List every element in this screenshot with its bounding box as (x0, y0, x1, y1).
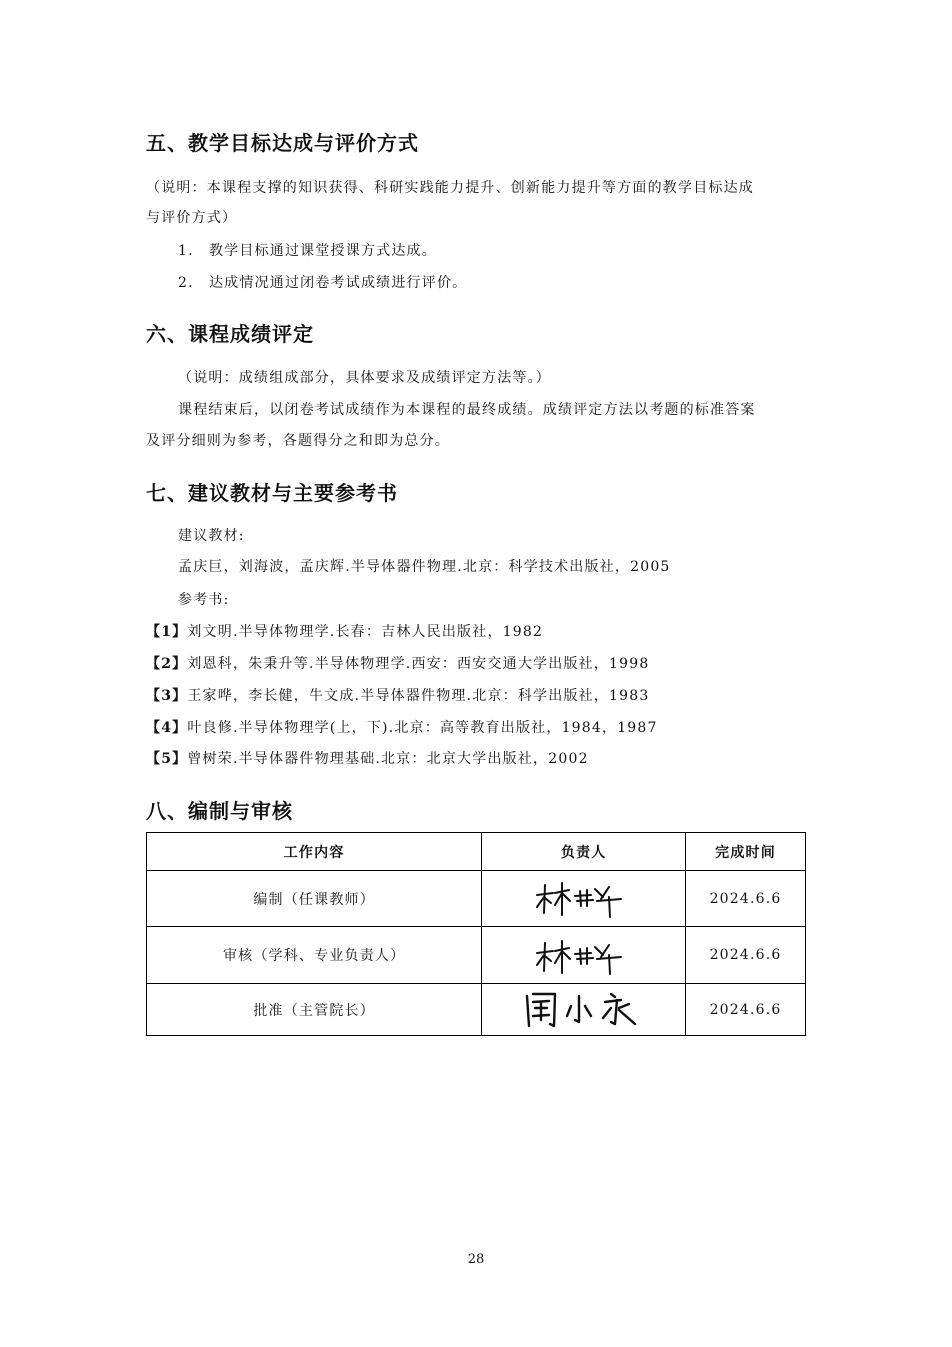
reference-item (146, 748, 589, 768)
table-row (147, 871, 806, 927)
table-header-row (147, 833, 806, 871)
reference-text: 刘恩科，朱秉升等.半导体物理学.西安：西安交通大学出版社，1998 (187, 656, 650, 672)
reference-number: 【1】 (146, 624, 188, 640)
task-cell: 审核（学科、专业负责人） (147, 927, 482, 984)
reference-item (146, 621, 543, 641)
refs-label: 参考书: (178, 592, 230, 608)
section-6-body: 课程结束后，以闭卷考试成绩作为本课程的最终成绩。成绩评定方法以考题的标准答案 (178, 402, 756, 418)
reference-number: 【5】 (146, 751, 188, 767)
reference-item (146, 653, 649, 673)
textbook-label: 建议教材: (178, 528, 245, 544)
reference-item (146, 717, 658, 737)
signature-cell (482, 871, 686, 927)
date-cell: 2024.6.6 (686, 927, 806, 984)
date-cell: 2024.6.6 (686, 984, 806, 1036)
page-number: 28 (467, 1252, 485, 1267)
header-date: 完成时间 (686, 833, 806, 871)
task-cell: 批准（主管院长） (147, 984, 482, 1036)
signature-cell (482, 984, 686, 1036)
approval-table (146, 832, 806, 1036)
header-owner: 负责人 (482, 833, 686, 871)
signature-image (529, 935, 639, 975)
task-cell: 编制（任课教师） (147, 871, 482, 927)
reference-text: 叶良修.半导体物理学(上，下).北京：高等教育出版社，1984，1987 (187, 720, 658, 736)
reference-item (146, 685, 649, 705)
section-6-body-cont: 及评分细则为参考，各题得分之和即为总分。 (146, 433, 450, 449)
textbook-entry: 孟庆巨，刘海波，孟庆辉.半导体器件物理.北京：科学技术出版社，2005 (178, 559, 671, 575)
header-task: 工作内容 (147, 833, 482, 871)
signature-image (519, 988, 649, 1032)
reference-text: 王家哗，李长健，牛文成.半导体器件物理.北京：科学出版社，1983 (187, 688, 650, 704)
table-row (147, 984, 806, 1036)
reference-number: 【4】 (146, 720, 188, 736)
section-5-item-2: 2. 达成情况通过闭卷考试成绩进行评价。 (178, 275, 468, 291)
section-6-title: 六、课程成绩评定 (146, 322, 314, 346)
reference-text: 曾树荣.半导体器件物理基础.北京：北京大学出版社，2002 (187, 751, 589, 767)
reference-number: 【2】 (146, 656, 188, 672)
section-5-item-1: 1. 教学目标通过课堂授课方式达成。 (178, 243, 437, 259)
reference-number: 【3】 (146, 688, 188, 704)
section-5-note: （说明：本课程支撑的知识获得、科研实践能力提升、创新能力提升等方面的教学目标达成 (146, 180, 754, 196)
table-row (147, 927, 806, 984)
section-5-title: 五、教学目标达成与评价方式 (146, 131, 419, 155)
section-8-title: 八、编制与审核 (146, 799, 293, 823)
reference-text: 刘文明.半导体物理学.长春：吉林人民出版社，1982 (187, 624, 544, 640)
signature-cell (482, 927, 686, 984)
section-7-title: 七、建议教材与主要参考书 (146, 481, 398, 505)
section-6-note: （说明：成绩组成部分，具体要求及成绩评定方法等。） (178, 370, 551, 386)
date-cell: 2024.6.6 (686, 871, 806, 927)
section-5-note-cont: 与评价方式） (146, 210, 238, 226)
signature-image (529, 879, 639, 919)
